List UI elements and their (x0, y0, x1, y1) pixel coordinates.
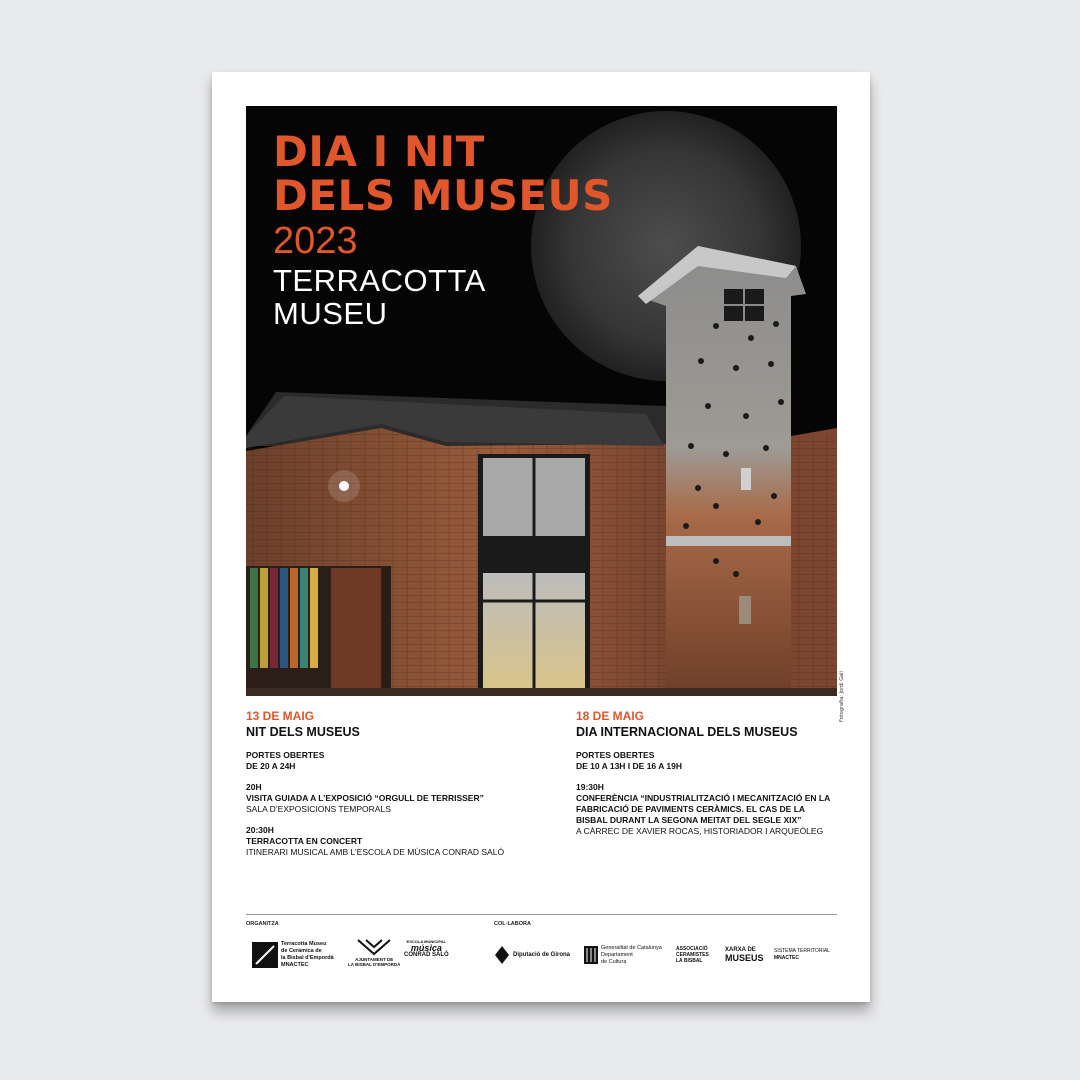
schedule-block: 20H VISITA GUIADA A L’EXPOSICIÓ “ORGULL DE TERRISSER” SALA D’EXPOSICIONS TEMPORALS (246, 782, 484, 814)
photo-credit: Fotografia: Jordi Gali (839, 671, 845, 722)
diputacio-icon (494, 945, 510, 965)
organitza-label: ORGANITZA (246, 921, 279, 927)
event-date: 13 DE MAIG (246, 709, 315, 723)
event-column-18-may (576, 709, 846, 847)
generalitat-icon (584, 946, 598, 964)
schedule-block: PORTES OBERTES DE 20 A 24H (246, 750, 325, 771)
col-labora-label: COL·LABORA (494, 921, 531, 927)
escola-musica-logo: ESCOLA MUNICIPAL música CONRAD SALÓ (404, 939, 449, 958)
sistema-territorial-logo: SISTEMA TERRITORIAL MNACTEC (774, 948, 830, 961)
museum-night-photo (246, 106, 837, 696)
diputacio-girona-logo: Diputació de Girona (494, 938, 570, 972)
terracotta-logo-icon (252, 942, 278, 968)
event-title: DIA INTERNACIONAL DELS MUSEUS (576, 725, 798, 739)
poster (212, 72, 870, 1002)
title-line-2: DELS MUSEUS (273, 171, 613, 220)
associacio-ceramistes-logo: ASSOCIACIÓ CERAMISTES LA BISBAL (676, 946, 709, 964)
poster-title (273, 127, 613, 331)
museum-name-line-1: TERRACOTTA (273, 263, 486, 298)
schedule-block: PORTES OBERTES DE 10 A 13H I DE 16 A 19H (576, 750, 682, 771)
event-title: NIT DELS MUSEUS (246, 725, 360, 739)
xarxa-museus-logo: XARXA DE MUSEUS (725, 947, 764, 963)
footer-divider (246, 914, 837, 915)
ajuntament-logo: AJUNTAMENT DE LA BISBAL D'EMPORDÀ (348, 938, 400, 972)
coat-of-arms-icon (354, 938, 394, 956)
title-year: 2023 (273, 220, 358, 262)
generalitat-logo: Generalitat de Catalunya Departament de Cultura (584, 938, 662, 972)
museum-name-line-2: MUSEU (273, 296, 388, 331)
title-line-1: DIA I NIT (273, 127, 485, 176)
schedule-block: 20:30H TERRACOTTA EN CONCERT ITINERARI MUSICAL AMB L’ESCOLA DE MÚSICA CONRAD SALÓ (246, 825, 505, 857)
terracotta-museu-logo: Terracotta Museu de Ceràmica de la Bisbal d'Empordà MNACTEC (252, 938, 334, 972)
event-column-13-may (246, 709, 546, 868)
event-date: 18 DE MAIG (576, 709, 645, 723)
schedule-block: 19:30H CONFERÈNCIA “INDUSTRIALITZACIÓ I MECANITZACIÓ EN LA FABRICACIÓ DE PAVIMENTS CERÀMICS. EL CAS DE LA BISBAL DURANT LA SEGONA MEITAT DEL SEGLE XIX” A CÀRREC DE XAVIER ROCAS, HISTORIADOR I ARQUEÒLEG (576, 782, 831, 836)
